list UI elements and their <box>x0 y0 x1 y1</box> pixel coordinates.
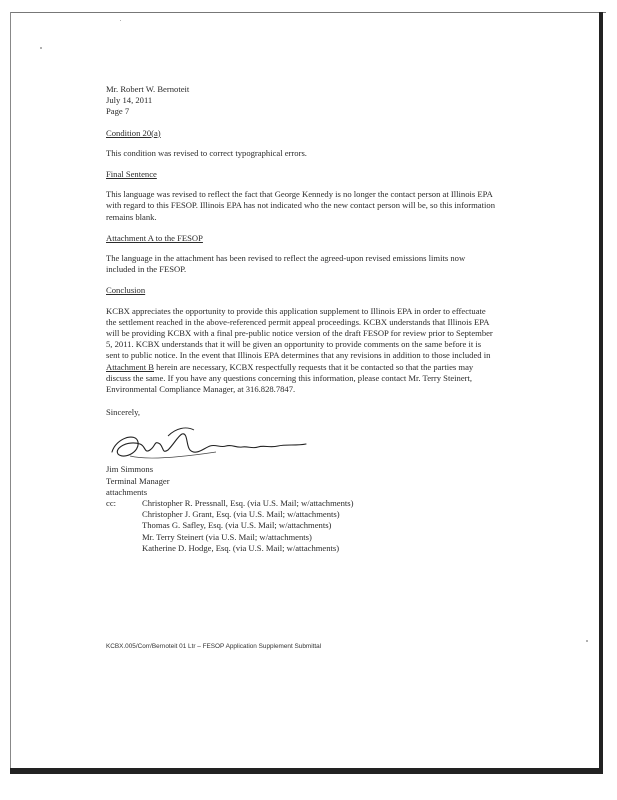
scan-speck <box>40 47 42 49</box>
signer-title: Terminal Manager <box>106 475 170 486</box>
scan-border-bottom <box>10 768 603 774</box>
scan-border-top <box>10 12 606 13</box>
letter-header <box>106 84 496 118</box>
closing: Sincerely, <box>106 407 141 418</box>
signer-name: Jim Simmons <box>106 464 154 475</box>
letter-page <box>106 84 496 554</box>
section-final-sentence <box>106 169 496 223</box>
section-heading: Final Sentence <box>106 169 157 180</box>
cc-block <box>106 498 496 554</box>
scan-border-left <box>10 12 11 774</box>
section-text: This condition was revised to correct typographical errors. <box>106 147 307 158</box>
section-text: This language was revised to reflect the fact that George Kennedy is no longer the contact person at Illinois EPA with regard to this FESOP. Illinois EPA has not indicated who the new contact person will be, so this information remains blank. <box>106 189 495 222</box>
scan-border-right <box>599 12 603 774</box>
letter-date: July 14, 2011 <box>106 95 153 106</box>
signature-graphic <box>106 422 346 464</box>
cc-list <box>142 498 353 554</box>
cc-recipient: Katherine D. Hodge, Esq. (via U.S. Mail; w/attachments) <box>142 542 340 553</box>
section-text: The language in the attachment has been revised to reflect the agreed-upon revised emissions limits now included in the FESOP. <box>106 253 466 275</box>
page-number: Page 7 <box>106 106 130 117</box>
section-text <box>106 306 496 396</box>
document-footer: KCBX.005/Corr/Bernoteit 01 Ltr – FESOP Application Supplement Submittal <box>106 643 322 650</box>
section-heading: Attachment A to the FESOP <box>106 232 203 243</box>
cc-recipient: Christopher R. Pressnall, Esq. (via U.S. Mail; w/attachments) <box>142 498 354 509</box>
section-heading: Condition 20(a) <box>106 127 161 138</box>
cc-label: cc: <box>106 498 117 509</box>
handwritten-signature <box>106 422 496 464</box>
signer-block <box>106 464 496 498</box>
conclusion-text-start: KCBX appreciates the opportunity to provide this application supplement to Illinois EPA in order to effectuate the settlement reached in the above-referenced permit appeal proceedings. KCBX understands that Illinois EPA will be providing KCBX with a final pre-public notice version of the draft FESOP for review prior to September 5, 2011. KCBX understands that it will be given an opportunity to provide comments on the same before it is sent to public notice. In the event that Illinois EPA determines that any revisions in addition to those included in <box>106 305 493 361</box>
section-heading: Conclusion <box>106 285 146 296</box>
enclosure-note: attachments <box>106 486 148 497</box>
cc-recipient: Christopher J. Grant, Esq. (via U.S. Mail; w/attachments) <box>142 509 340 520</box>
cc-recipient: Thomas G. Safley, Esq. (via U.S. Mail; w/attachments) <box>142 520 332 531</box>
scan-speck <box>586 640 588 642</box>
attachment-b-reference: Attachment B <box>106 361 154 372</box>
section-attachment-a <box>106 233 496 276</box>
cc-recipient: Mr. Terry Steinert (via U.S. Mail; w/attachments) <box>142 531 312 542</box>
recipient-name: Mr. Robert W. Bernoteit <box>106 84 190 94</box>
scan-speck <box>120 20 121 21</box>
conclusion-text-end: herein are necessary, KCBX respectfully requests that it be contacted so that the parties may discuss the same. If you have any questions concerning this information, please contact Mr. Terry Steinert, Environmental Compliance Manager, at 316.828.7847. <box>106 361 474 395</box>
section-condition <box>106 128 496 159</box>
section-conclusion <box>106 285 496 395</box>
